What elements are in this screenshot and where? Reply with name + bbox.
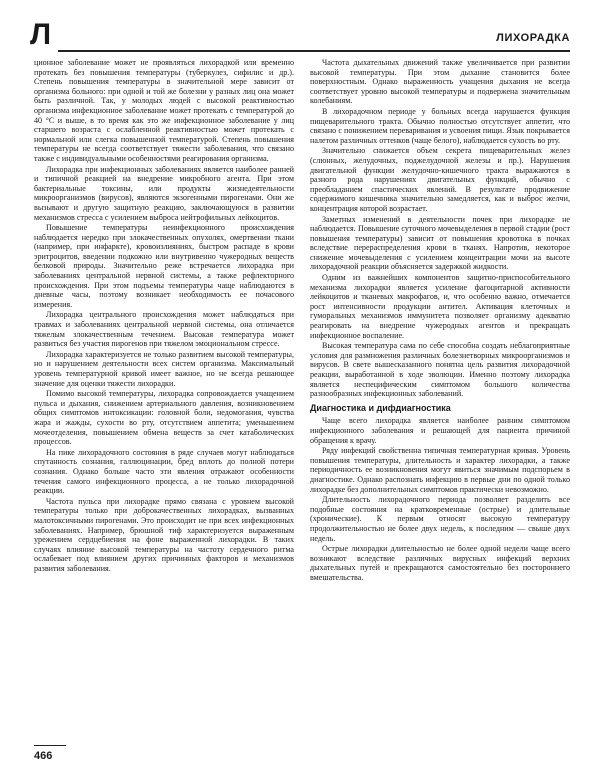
left-column xyxy=(34,58,294,574)
paragraph: На пике лихорадочного состояния в ряде случаев могут наблюдаться спутанность сознания, галлюцинации, бред вплоть до полной потери сознания. Однако больше часто эти явления отражают особенности течения самого инфекционного процесса, а не только лихорадочной реакции. xyxy=(34,447,294,496)
running-title: ЛИХОРАДКА xyxy=(496,32,570,44)
paragraph: ционное заболевание может не проявляться лихорадкой или временно протекать без повышения температуры (туберкулез, сифилис и др.). Степень повышения температуры в значительной мере зависит от организма больного: при одной и той же болезни у разных лиц она может быть различной. Так, у молодых людей с высокой реактивностью организма инфекционное заболевание может протекать с температурой до 40 °С и выше, в то время как это же инфекционное заболевание у лиц старшего возраста с ослабленной реактивностью может протекать с нормальной или слегка повышенной температурой. Степень повышения температуры не всегда соответствует тяжести заболевания, что связано также с индивидуальными особенностями реагирования организма. xyxy=(34,58,294,163)
paragraph: Одним из важнейших компонентов защитно-приспособительного механизма лихорадки является усиление фагоцитарной активности лейкоцитов и тканевых макрофагов, и, что особенно важно, отмечается рост интенсивности продукции антител. Активация клеточных и гуморальных механизмов иммунитета позволяет организму адекватно реагировать на внедрение чужеродных агентов и прекращать инфекционное воспаление. xyxy=(310,273,570,340)
paragraph: Лихорадка центрального происхождения может наблюдаться при травмах и заболеваниях центральной нервной системы, она отличается тяжелым злокачественным течением. Высокая температура может развиться без участия пирогенов при тяжелом эмоциональном стрессе. xyxy=(34,310,294,349)
paragraph: Лихорадка характеризуется не только развитием высокой температуры, но и нарушением деятельности всех систем организма. Максимальный уровень температурной кривой имеет важное, но не всегда решающее значение для оценки тяжести лихорадки. xyxy=(34,349,294,388)
paragraph: Частота дыхательных движений также увеличивается при развитии высокой температуры. При этом дыхание становится более поверхностным. Однако выраженность учащения дыхания не всегда соответствует уровню высокой температуры и подвержена значительным колебаниям. xyxy=(310,58,570,106)
paragraph: Помимо высокой температуры, лихорадка сопровождается учащением пульса и дыхания, снижением артериального давления, возникновением общих симптомов интоксикации: головной боли, недомогания, чувства жара и жажды, сухости во рту, отсутствием аппетита; уменьшением мочеотделения, повышением обмена веществ за счет катаболических процессов. xyxy=(34,389,294,447)
paragraph: Заметных изменений в деятельности почек при лихорадке не наблюдается. Повышение суточного мочевыделения в первой стадии (рост повышения температуры) зависит от повышения кровотока в почках вследствие перераспределения крови в тканях. Напротив, некоторое снижение мочевыделения с усилением концентрации мочи на высоте лихорадочной реакции объясняется задержкой жидкости. xyxy=(310,214,570,272)
header-rule xyxy=(58,50,570,52)
section-heading: Диагностика и дифдиагностика xyxy=(310,402,451,413)
paragraph: Острые лихорадки длительностью не более одной недели чаще всего возникают вследствие различных вирусных инфекций верхних дыхательных путей и прекращаются самостоятельно без постороннего вмешательства. xyxy=(310,544,570,582)
paragraph: Высокая температура сама по себе способна создать неблагоприятные условия для размножения различных болезнетворных микроорганизмов и вирусов. В свете вышесказанного понятна цель развития лихорадочной реакции, выработанной в ходе эволюции. Именно поэтому лихорадка является неспецифическим симптомом большого количества разнообразных инфекционных заболеваний. xyxy=(310,341,570,399)
paragraph: Частота пульса при лихорадке прямо связана с уровнем высокой температуры только при доброкачественных лихорадках, вызванных малотоксичными пирогенами. Это происходит не при всех инфекционных заболеваниях. Например, брюшной тиф характеризуется выраженным урежением сердцебиения на фоне выраженной лихорадки. В таких случаях влияние высокой температуры на частоту сердечного ритма ослабевает под влиянием других причинных факторов и механизмов развития заболевания. xyxy=(34,496,294,573)
footer-rule xyxy=(34,745,66,746)
paragraph: Длительность лихорадочного периода позволяет разделить все подобные состояния на кратковременные (острые) и длительные (хронические). К первым относят высокую температуру продолжительностью не более двух недель, к последним — свыше двух недель. xyxy=(310,495,570,543)
right-column xyxy=(310,58,570,583)
paragraph: Чаще всего лихорадка является наиболее ранним симптомом инфекционного заболевания и решающей для пациента причиной обращения к врачу. xyxy=(310,416,570,445)
paragraph: Значительно снижается объем секрета пищеварительных желез (слюнных, желудочных, поджелудочной железы и пр.). Нарушения двигательной функции желудочно-кишечного тракта выражаются в разного рода нарушениях двигательных функций, обычно с преобладанием спастических явлений. В результате продвижение содержимого кишечника значительно замедляется, как и выброс желчи, концентрация которой возрастает. xyxy=(310,146,570,213)
paragraph: Ряду инфекций свойственна типичная температурная кривая. Уровень повышения температуры, длительность и характер лихорадки, а также периодичность ее возникновения могут явиться значимым подспорьем в диагностике. Однако распознать инфекцию в первые дни по одной только лихорадке без дополнительных симптомов практически невозможно. xyxy=(310,446,570,494)
section-letter: Л xyxy=(30,18,51,51)
paragraph: В лихорадочном периоде у больных всегда нарушается функция пищеварительного тракта. Обычно полностью отсутствует аппетит, что связано с понижением переваривания и усвоения пищи. Язык покрывается налетом различных оттенков (чаще белого), наблюдается сухость во рту. xyxy=(310,106,570,145)
paragraph: Повышение температуры неинфекционного происхождения наблюдается нередко при злокачественных опухолях, омертвении ткани (например, при инфаркте), кровоизлияниях, быстром распаде в крови эритроцитов, введении подкожно или внутривенно чужеродных веществ белковой природы. Значительно реже встречается лихорадка при заболеваниях центральной нервной системы, а также рефлекторного происхождения. При этом подъемы температуры чаще наблюдаются в дневные часы, поэтому возникает необходимость ее почасового измерения. xyxy=(34,223,294,309)
paragraph: Лихорадка при инфекционных заболеваниях является наиболее ранней и типичной реакцией на внедрение микробного агента. При этом бактериальные токсины, или продукты жизнедеятельности микроорганизмов (вирусов), являются экзогенными пирогенами. Они же вызывают и другую защитную реакцию, заключающуюся в развитии механизмов стресса с усилением выброса нейтрофильных лейкоцитов. xyxy=(34,164,294,222)
page-number: 466 xyxy=(34,750,53,762)
